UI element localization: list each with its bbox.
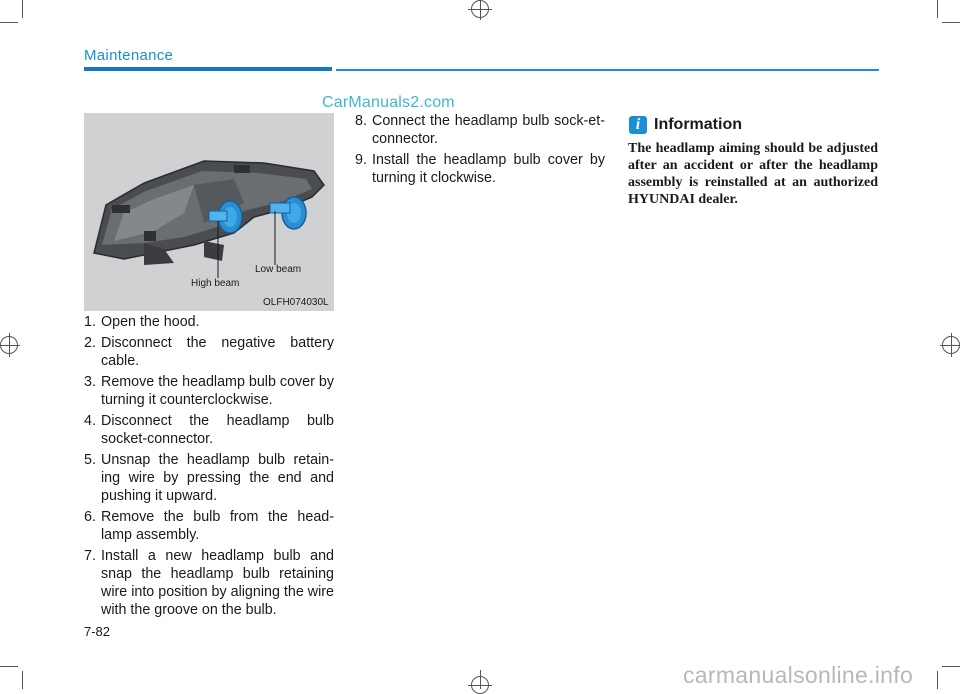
steps-list-right <box>355 112 605 190</box>
low-beam-label: Low beam <box>255 264 302 275</box>
figure-code: OLFH074030L <box>263 297 329 308</box>
registration-mark <box>480 0 481 20</box>
watermark-bottom[interactable]: carmanualsonline.info <box>683 662 914 688</box>
crop-mark <box>942 666 960 667</box>
list-item: 2. Disconnect the negative battery cable. <box>84 335 334 369</box>
crop-mark <box>22 0 23 18</box>
list-item: 5. Unsnap the headlamp bulb retain-ing wire by pressing the end and pushing it upward. <box>84 452 334 504</box>
crop-mark <box>0 666 18 667</box>
registration-mark <box>468 685 492 686</box>
steps-list-left <box>84 313 334 622</box>
registration-mark <box>9 333 10 357</box>
list-item: 7. Install a new headlamp bulb and snap the headlamp bulb retaining wire into position by aligning the wire with the groove on the bulb. <box>84 548 334 618</box>
section-title: Maintenance <box>84 47 174 64</box>
list-item: 9. Install the headlamp bulb cover by turning it clockwise. <box>355 152 605 186</box>
list-item: 3. Remove the headlamp bulb cover by turning it counterclockwise. <box>84 374 334 408</box>
header-rule <box>336 69 879 71</box>
watermark-top[interactable]: CarManuals2.com <box>322 94 455 111</box>
list-item: 8. Connect the headlamp bulb sock-et-connector. <box>355 113 605 147</box>
crop-mark <box>937 671 938 689</box>
crop-mark <box>942 22 960 23</box>
crop-mark <box>22 671 23 689</box>
crop-mark <box>0 22 18 23</box>
crop-mark <box>937 0 938 18</box>
registration-mark <box>951 333 952 357</box>
list-item: 1. Open the hood. <box>84 314 200 330</box>
registration-mark <box>468 9 492 10</box>
list-item: 4. Disconnect the headlamp bulb socket-connector. <box>84 413 334 447</box>
registration-mark <box>480 670 481 689</box>
info-body: The headlamp aiming should be adjusted after an accident or after the headlamp assembly is reinstalled at an authorized HYUNDAI dealer. <box>628 141 878 207</box>
list-item: 6. Remove the bulb from the head-lamp assembly. <box>84 509 334 543</box>
registration-mark <box>940 345 960 346</box>
header-rule <box>84 67 332 71</box>
info-icon: i <box>629 116 647 134</box>
headlamp-figure <box>84 113 334 311</box>
page-number: 7-82 <box>84 624 111 639</box>
registration-mark <box>0 345 20 346</box>
high-beam-label: High beam <box>191 278 240 289</box>
info-title: Information <box>654 116 742 133</box>
